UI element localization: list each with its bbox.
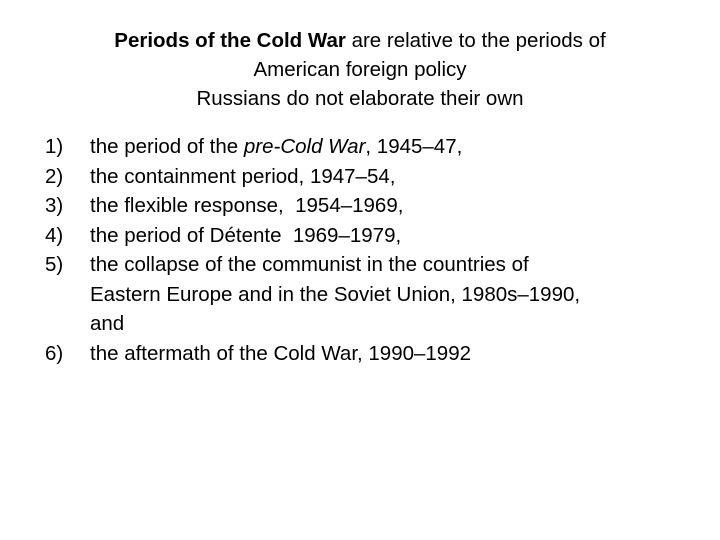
title-line-1: [30, 26, 690, 55]
list-item-line: and: [90, 312, 125, 335]
list-item-4: [45, 221, 705, 251]
title-line-1-rest: are relative to the periods of: [345, 29, 606, 52]
list-number: 5): [45, 253, 64, 276]
list-item-text: the flexible response, 1954–1969,: [90, 194, 404, 217]
slide-title: [30, 26, 690, 113]
list-item-text: the containment period, 1947–54,: [90, 164, 396, 188]
list-item-line: Eastern Europe and in the Soviet Union, 1980s–1990,: [90, 282, 581, 306]
list-item-6: [45, 339, 705, 369]
list-number: 4): [45, 223, 64, 247]
list-number: 3): [45, 194, 64, 217]
list-item-text: the aftermath of the Cold War, 1990–1992: [90, 341, 472, 365]
list-item-2: [45, 162, 705, 192]
title-line-3: Russians do not elaborate their own: [196, 87, 524, 110]
list-item-text: [90, 132, 705, 162]
title-bold-text: Periods of the Cold War: [114, 29, 346, 52]
list-item-5: [45, 250, 705, 339]
list-number: 6): [45, 341, 64, 365]
periods-list: [45, 132, 705, 368]
list-number: 2): [45, 164, 64, 188]
list-item-line: the collapse of the communist in the countries of: [90, 253, 529, 276]
list-item-1: [45, 132, 705, 162]
title-line-2: American foreign policy: [253, 58, 467, 81]
list-item-text: the period of Détente 1969–1979,: [90, 223, 402, 247]
list-item-suffix: , 1945–47,: [365, 135, 463, 158]
list-item-3: [45, 191, 705, 221]
list-item-text: [90, 250, 705, 339]
list-item-prefix: the period of the: [90, 135, 244, 158]
list-item-emphasis: pre-Cold War: [243, 135, 366, 158]
list-number: 1): [45, 135, 64, 158]
